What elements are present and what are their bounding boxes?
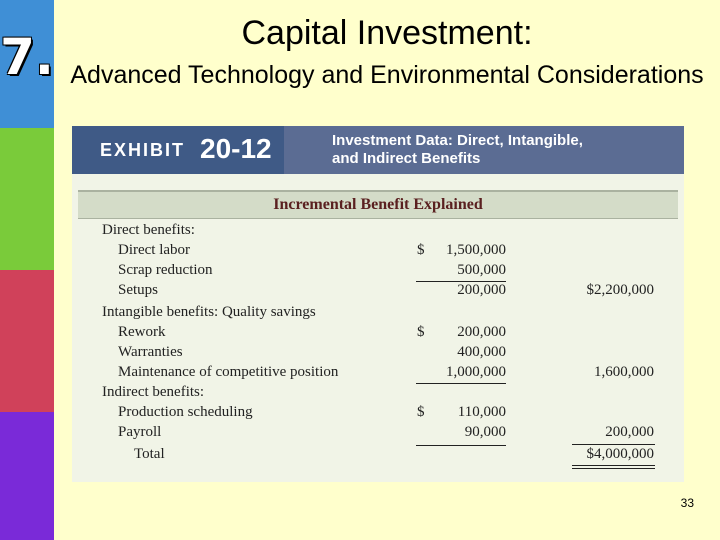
- amount-cell: 110,000: [457, 404, 506, 420]
- table-row: [72, 324, 684, 344]
- exhibit-title-line2: and Indirect Benefits: [332, 150, 481, 167]
- row-label: Production scheduling: [118, 404, 253, 420]
- side-strip-red: [0, 270, 54, 412]
- row-label: Rework: [118, 324, 166, 340]
- exhibit-banner: [72, 126, 684, 174]
- dollar-sign: $: [417, 404, 425, 420]
- row-label: Direct labor: [118, 242, 191, 258]
- amount-cell: 1,500,000: [446, 242, 506, 258]
- total-underline: [572, 465, 655, 466]
- exhibit-word: EXHIBIT: [100, 140, 186, 160]
- table-row: [72, 364, 684, 384]
- side-strip-green: [0, 128, 54, 270]
- page-number: 33: [680, 496, 694, 510]
- row-label: Total: [134, 446, 165, 462]
- subtotal-underline: [572, 444, 655, 445]
- row-label: Direct benefits:: [102, 222, 195, 238]
- table-row: [72, 262, 684, 282]
- row-label: Payroll: [118, 424, 162, 440]
- row-label: Scrap reduction: [118, 262, 213, 278]
- subtotal-cell: $4,000,000: [586, 446, 654, 462]
- table-row: [72, 222, 684, 242]
- table-header-text: Incremental Benefit Explained: [273, 196, 483, 213]
- table-row: [72, 282, 684, 302]
- amount-cell: 500,000: [457, 262, 506, 278]
- exhibit-panel: [72, 126, 684, 482]
- table-row: [72, 404, 684, 424]
- row-label: Intangible benefits: Quality savings: [102, 304, 316, 320]
- total-double-underline: [572, 468, 655, 469]
- amount-cell: 200,000: [457, 282, 506, 298]
- subtotal-underline: [416, 281, 506, 282]
- exhibit-number: 20-12: [200, 133, 272, 164]
- amount-cell: 1,000,000: [446, 364, 506, 380]
- exhibit-title-box: [284, 126, 684, 174]
- table-row: [72, 242, 684, 262]
- row-label: Indirect benefits:: [102, 384, 205, 400]
- subtotal-cell: $2,200,000: [586, 282, 654, 298]
- slide-title: Capital Investment:: [241, 14, 533, 52]
- slide-subtitle: Advanced Technology and Environmental Considerations: [70, 61, 704, 89]
- exhibit-title: [332, 132, 583, 168]
- table-row: [72, 304, 684, 324]
- table-row: [72, 424, 684, 444]
- row-label: Setups: [118, 282, 159, 298]
- subtotal-cell: 200,000: [605, 424, 654, 440]
- subtotal-underline: [416, 445, 506, 446]
- subtotal-underline: [416, 383, 506, 384]
- row-label: Maintenance of competitive position: [118, 364, 339, 380]
- dollar-sign: $: [417, 324, 425, 340]
- exhibit-label-box: [72, 126, 284, 174]
- table-row: [72, 384, 684, 404]
- table-row: [72, 344, 684, 364]
- amount-cell: 90,000: [464, 424, 506, 440]
- amount-cell: 400,000: [457, 344, 506, 360]
- exhibit-title-line1: Investment Data: Direct, Intangible,: [332, 132, 583, 149]
- slide-number-badge: 7.: [0, 28, 54, 86]
- amount-cell: 200,000: [457, 324, 506, 340]
- table-header: [78, 190, 678, 219]
- row-label: Warranties: [118, 344, 183, 360]
- table-row: [72, 446, 684, 466]
- subtotal-cell: 1,600,000: [594, 364, 654, 380]
- dollar-sign: $: [417, 242, 425, 258]
- side-strip-purple: [0, 412, 54, 540]
